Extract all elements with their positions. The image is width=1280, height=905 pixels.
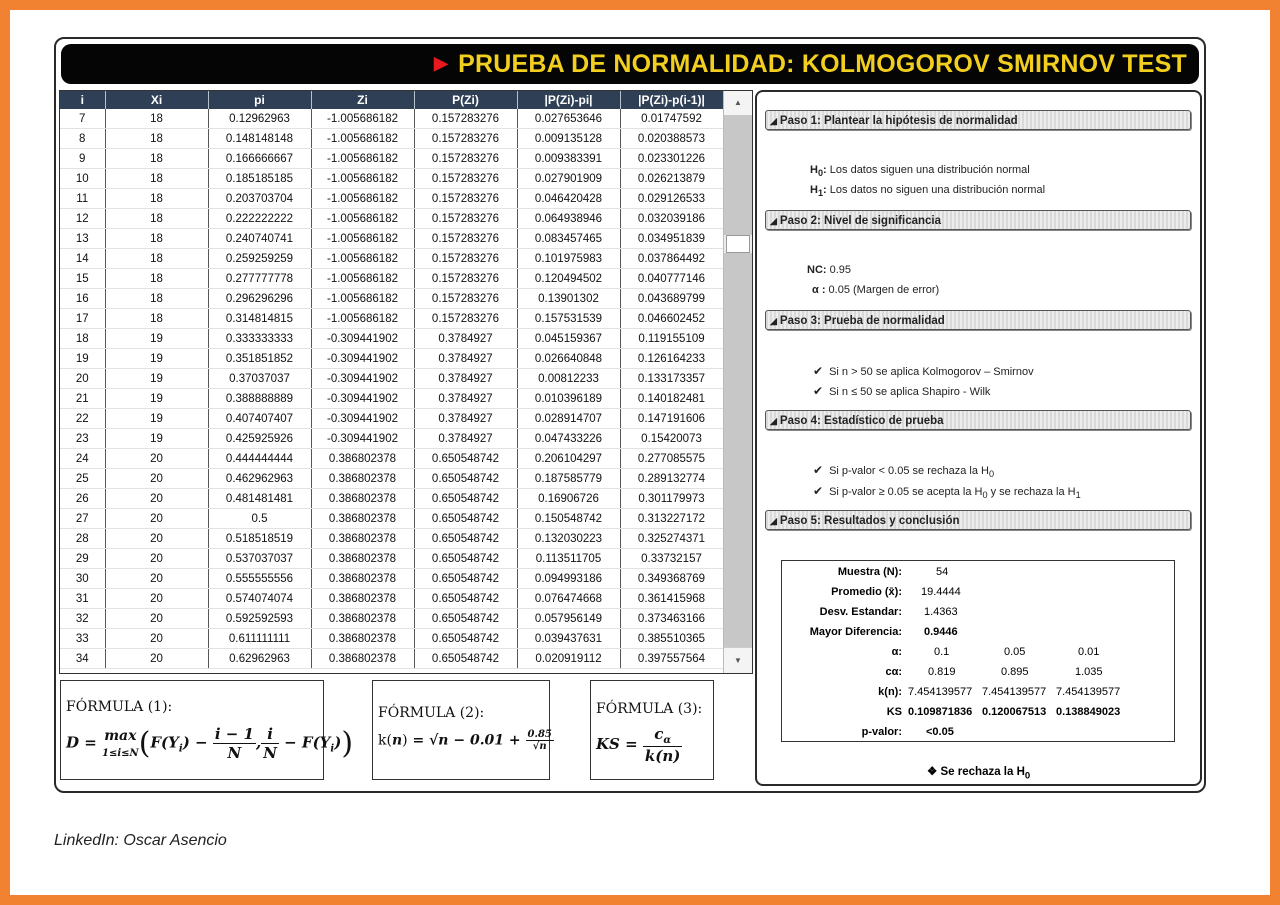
table-cell: 18 bbox=[105, 229, 208, 249]
table-cell: 0.020919112 bbox=[517, 649, 620, 669]
table-cell: 0.032039186 bbox=[620, 209, 723, 229]
table-row bbox=[60, 549, 723, 569]
table-cell: 20 bbox=[105, 449, 208, 469]
table-row bbox=[60, 389, 723, 409]
table-cell: 32 bbox=[60, 609, 105, 629]
table-cell: 0.034951839 bbox=[620, 229, 723, 249]
table-cell: 0.043689799 bbox=[620, 289, 723, 309]
page-title bbox=[434, 50, 1187, 79]
table-cell: 0.5 bbox=[208, 509, 311, 529]
table-cell: 0.650548742 bbox=[414, 549, 517, 569]
rule-ks: ✔ Si n > 50 se aplica Kolmogorov – Smirnov bbox=[813, 364, 1034, 378]
table-row bbox=[60, 329, 723, 349]
formula-2-box bbox=[372, 680, 550, 780]
column-header: pi bbox=[208, 91, 311, 109]
table-cell: -1.005686182 bbox=[311, 229, 414, 249]
table-cell: 0.157283276 bbox=[414, 109, 517, 129]
table-cell: 31 bbox=[60, 589, 105, 609]
table-cell: 16 bbox=[60, 289, 105, 309]
table-row bbox=[60, 349, 723, 369]
table-cell: 0.166666667 bbox=[208, 149, 311, 169]
table-cell: 0.574074074 bbox=[208, 589, 311, 609]
table-cell: 0.037864492 bbox=[620, 249, 723, 269]
table-cell: 0.277777778 bbox=[208, 269, 311, 289]
formula-3-expression: KS = $\frac{c_\alpha}{k(n)}$ bbox=[596, 725, 681, 765]
table-cell: 0.157531539 bbox=[517, 309, 620, 329]
formula-3-box bbox=[590, 680, 714, 780]
table-cell: 0.046602452 bbox=[620, 309, 723, 329]
table-cell: 18 bbox=[105, 149, 208, 169]
result-kn: k(n): 7.454139577 7.454139577 7.454139577 bbox=[878, 686, 1121, 698]
table-cell: 20 bbox=[105, 529, 208, 549]
table-row bbox=[60, 469, 723, 489]
table-cell: 34 bbox=[60, 649, 105, 669]
table-cell: 0.157283276 bbox=[414, 289, 517, 309]
table-cell: 20 bbox=[105, 489, 208, 509]
hypothesis-h0: $H_0$: Los datos siguen una distribución normal bbox=[810, 164, 1030, 179]
checkmark-icon: ✔ bbox=[813, 463, 824, 477]
table-cell: 21 bbox=[60, 389, 105, 409]
table-cell: 0.187585779 bbox=[517, 469, 620, 489]
table-cell: 0.388888889 bbox=[208, 389, 311, 409]
result-alpha: α: 0.1 0.05 0.01 bbox=[891, 646, 1100, 658]
table-cell: 0.650548742 bbox=[414, 509, 517, 529]
table-cell: 0.222222222 bbox=[208, 209, 311, 229]
decision-accept: ✔ Si p-valor ≥ 0.05 se acepta la $H_0$ y se rechaza la $H_1$ bbox=[813, 484, 1081, 501]
column-header: Xi bbox=[105, 91, 208, 109]
checkmark-icon: ✔ bbox=[813, 484, 824, 498]
formula-1-box bbox=[60, 680, 354, 780]
table-cell: 20 bbox=[105, 649, 208, 669]
table-cell: 19 bbox=[60, 349, 105, 369]
table-cell: 0.039437631 bbox=[517, 629, 620, 649]
table-cell: 0.185185185 bbox=[208, 169, 311, 189]
table-cell: 0.076474668 bbox=[517, 589, 620, 609]
hypothesis-h1: $H_1$: Los datos no siguen una distribución normal bbox=[810, 184, 1046, 199]
table-cell: 30 bbox=[60, 569, 105, 589]
table-cell: 0.157283276 bbox=[414, 129, 517, 149]
table-cell: 0.386802378 bbox=[311, 569, 414, 589]
table-cell: 0.289132774 bbox=[620, 469, 723, 489]
column-header: |P(Zi)-pi| bbox=[517, 91, 620, 109]
table-cell: 0.203703704 bbox=[208, 189, 311, 209]
step-1-header[interactable]: ◢ Paso 1: Plantear la hipótesis de normalidad bbox=[765, 110, 1191, 130]
table-cell: 0.157283276 bbox=[414, 149, 517, 169]
table-cell: 0.386802378 bbox=[311, 469, 414, 489]
table-cell: 18 bbox=[105, 249, 208, 269]
table-cell: 0.650548742 bbox=[414, 649, 517, 669]
table-cell: 0.040777146 bbox=[620, 269, 723, 289]
table-cell: 0.373463166 bbox=[620, 609, 723, 629]
table-row bbox=[60, 149, 723, 169]
table-cell: 0.62962963 bbox=[208, 649, 311, 669]
table-cell: 0.026213879 bbox=[620, 169, 723, 189]
table-cell: 0.349368769 bbox=[620, 569, 723, 589]
data-table-panel bbox=[59, 90, 753, 674]
table-cell: 24 bbox=[60, 449, 105, 469]
table-cell: 0.132030223 bbox=[517, 529, 620, 549]
table-cell: 0.386802378 bbox=[311, 649, 414, 669]
table-cell: 19 bbox=[105, 369, 208, 389]
checkmark-icon: ✔ bbox=[813, 384, 824, 398]
table-cell: 0.325274371 bbox=[620, 529, 723, 549]
table-row bbox=[60, 129, 723, 149]
table-cell: 13 bbox=[60, 229, 105, 249]
table-cell: 0.3784927 bbox=[414, 349, 517, 369]
table-cell: 28 bbox=[60, 529, 105, 549]
table-cell: 0.15420073 bbox=[620, 429, 723, 449]
table-cell: 0.650548742 bbox=[414, 489, 517, 509]
table-cell: 0.157283276 bbox=[414, 189, 517, 209]
table-cell: 0.12962963 bbox=[208, 109, 311, 129]
table-cell: 19 bbox=[105, 409, 208, 429]
table-cell: -1.005686182 bbox=[311, 289, 414, 309]
step-5-header[interactable]: ◢ Paso 5: Resultados y conclusión bbox=[765, 510, 1191, 530]
table-cell: -1.005686182 bbox=[311, 249, 414, 269]
column-header: |P(Zi)-p(i-1)| bbox=[620, 91, 723, 109]
table-cell: 0.029126533 bbox=[620, 189, 723, 209]
table-cell: 18 bbox=[60, 329, 105, 349]
formula-1-expression: D = max $1\le i\le N(F(Y_i)$ − $\frac{i - 1}{N}$ , $\frac{i}{N}$ − $F(Y_i)$) bbox=[66, 725, 354, 762]
table-cell: 27 bbox=[60, 509, 105, 529]
table-row bbox=[60, 169, 723, 189]
table-cell: 0.027653646 bbox=[517, 109, 620, 129]
table-cell: 0.650548742 bbox=[414, 569, 517, 589]
table-cell: -1.005686182 bbox=[311, 269, 414, 289]
table-cell: 18 bbox=[105, 109, 208, 129]
table-cell: -0.309441902 bbox=[311, 329, 414, 349]
table-cell: 0.157283276 bbox=[414, 209, 517, 229]
table-cell: 18 bbox=[105, 129, 208, 149]
table-cell: 0.148148148 bbox=[208, 129, 311, 149]
table-cell: 14 bbox=[60, 249, 105, 269]
table-cell: 0.140182481 bbox=[620, 389, 723, 409]
table-cell: 0.057956149 bbox=[517, 609, 620, 629]
table-cell: 0.650548742 bbox=[414, 469, 517, 489]
title-text: PRUEBA DE NORMALIDAD: KOLMOGOROV SMIRNOV TEST bbox=[458, 50, 1187, 78]
formula-2-label: FÓRMULA (2): bbox=[378, 705, 485, 721]
table-cell: 0.147191606 bbox=[620, 409, 723, 429]
table-cell: 0.611111111 bbox=[208, 629, 311, 649]
table-cell: 0.386802378 bbox=[311, 509, 414, 529]
alpha-level: α : 0.05 (Margen de error) bbox=[812, 284, 940, 296]
table-cell: 18 bbox=[105, 309, 208, 329]
table-cell: 20 bbox=[105, 629, 208, 649]
table-cell: -1.005686182 bbox=[311, 169, 414, 189]
formula-2-expression: k(n) = √n − 0.01 + $\frac{0.85}{√n}$ bbox=[378, 729, 552, 752]
table-cell: 0.537037037 bbox=[208, 549, 311, 569]
table-row bbox=[60, 609, 723, 629]
result-maxdiff: Mayor Diferencia: 0.9446 bbox=[809, 626, 958, 638]
table-cell: 0.009383391 bbox=[517, 149, 620, 169]
table-cell: 0.650548742 bbox=[414, 609, 517, 629]
table-cell: 0.386802378 bbox=[311, 589, 414, 609]
table-cell: 0.026640848 bbox=[517, 349, 620, 369]
table-row bbox=[60, 209, 723, 229]
table-cell: 0.094993186 bbox=[517, 569, 620, 589]
table-cell: 33 bbox=[60, 629, 105, 649]
table-row bbox=[60, 649, 723, 669]
table-cell: -1.005686182 bbox=[311, 149, 414, 169]
table-cell: 0.386802378 bbox=[311, 489, 414, 509]
table-cell: 18 bbox=[105, 209, 208, 229]
table-row bbox=[60, 189, 723, 209]
triangle-icon: ◢ bbox=[770, 216, 777, 226]
table-row bbox=[60, 589, 723, 609]
step-4-header[interactable]: ◢ Paso 4: Estadístico de prueba bbox=[765, 410, 1191, 430]
table-cell: 25 bbox=[60, 469, 105, 489]
table-cell: 19 bbox=[105, 329, 208, 349]
result-sd: Desv. Estandar: 1.4363 bbox=[819, 606, 958, 618]
table-cell: 0.047433226 bbox=[517, 429, 620, 449]
table-cell: 0.3784927 bbox=[414, 429, 517, 449]
table-cell: 0.083457465 bbox=[517, 229, 620, 249]
table-cell: 0.045159367 bbox=[517, 329, 620, 349]
column-header: Zi bbox=[311, 91, 414, 109]
table-cell: -1.005686182 bbox=[311, 309, 414, 329]
table-cell: -0.309441902 bbox=[311, 409, 414, 429]
table-cell: 0.157283276 bbox=[414, 249, 517, 269]
table-cell: 26 bbox=[60, 489, 105, 509]
result-ks: KS 0.109871836 0.120067513 0.138849023 bbox=[886, 706, 1121, 718]
scroll-up-arrow-icon[interactable]: ▲ bbox=[724, 91, 752, 116]
step-2-header[interactable]: ◢ Paso 2: Nivel de significancia bbox=[765, 210, 1191, 230]
table-cell: 20 bbox=[105, 569, 208, 589]
table-cell: 0.296296296 bbox=[208, 289, 311, 309]
title-bar bbox=[61, 44, 1199, 84]
table-cell: 0.481481481 bbox=[208, 489, 311, 509]
steps-panel bbox=[755, 90, 1202, 786]
formula-3-label: FÓRMULA (3): bbox=[596, 701, 703, 717]
table-cell: 0.333333333 bbox=[208, 329, 311, 349]
table-cell: -0.309441902 bbox=[311, 389, 414, 409]
result-mean: Promedio (x̄): 19.4444 bbox=[831, 586, 961, 598]
triangle-icon: ◢ bbox=[770, 416, 777, 426]
result-ca: cα: 0.819 0.895 1.035 bbox=[885, 666, 1103, 678]
table-row bbox=[60, 429, 723, 449]
table-cell: 0.01747592 bbox=[620, 109, 723, 129]
table-row bbox=[60, 249, 723, 269]
table-cell: 18 bbox=[105, 269, 208, 289]
table-cell: 15 bbox=[60, 269, 105, 289]
table-cell: 0.150548742 bbox=[517, 509, 620, 529]
results-box bbox=[781, 560, 1175, 742]
table-cell: 0.33732157 bbox=[620, 549, 723, 569]
checkmark-icon: ✔ bbox=[813, 364, 824, 378]
table-row bbox=[60, 569, 723, 589]
table-cell: 0.113511705 bbox=[517, 549, 620, 569]
table-cell: -1.005686182 bbox=[311, 129, 414, 149]
table-cell: 19 bbox=[105, 429, 208, 449]
table-cell: 0.314814815 bbox=[208, 309, 311, 329]
table-cell: 0.3784927 bbox=[414, 389, 517, 409]
table-cell: 0.386802378 bbox=[311, 609, 414, 629]
table-cell: 18 bbox=[105, 169, 208, 189]
table-row bbox=[60, 489, 723, 509]
table-cell: 8 bbox=[60, 129, 105, 149]
table-row bbox=[60, 509, 723, 529]
vertical-scrollbar[interactable] bbox=[723, 91, 752, 673]
table-row bbox=[60, 309, 723, 329]
table-cell: 0.157283276 bbox=[414, 269, 517, 289]
table-cell: 0.444444444 bbox=[208, 449, 311, 469]
table-cell: 0.462962963 bbox=[208, 469, 311, 489]
table-cell: 0.650548742 bbox=[414, 449, 517, 469]
step-3-header[interactable]: ◢ Paso 3: Prueba de normalidad bbox=[765, 310, 1191, 330]
table-cell: 0.009135128 bbox=[517, 129, 620, 149]
table-cell: 20 bbox=[105, 469, 208, 489]
table-cell: 12 bbox=[60, 209, 105, 229]
table-cell: 20 bbox=[105, 609, 208, 629]
data-table bbox=[60, 91, 724, 669]
table-cell: 0.046420428 bbox=[517, 189, 620, 209]
result-pvalue: p-valor: <0.05 bbox=[861, 726, 954, 738]
table-cell: 0.386802378 bbox=[311, 629, 414, 649]
table-row bbox=[60, 449, 723, 469]
scroll-track[interactable] bbox=[724, 253, 752, 647]
table-cell: 0.020388573 bbox=[620, 129, 723, 149]
table-cell: 19 bbox=[105, 389, 208, 409]
table-cell: 0.650548742 bbox=[414, 589, 517, 609]
table-cell: -0.309441902 bbox=[311, 429, 414, 449]
table-row bbox=[60, 229, 723, 249]
table-cell: 19 bbox=[105, 349, 208, 369]
table-cell: 18 bbox=[105, 189, 208, 209]
conclusion: ❖ Se rechaza la $H_0$ bbox=[927, 766, 1031, 782]
table-cell: 0.386802378 bbox=[311, 529, 414, 549]
formula-1-label: FÓRMULA (1): bbox=[66, 699, 173, 715]
table-cell: 0.386802378 bbox=[311, 549, 414, 569]
table-row bbox=[60, 289, 723, 309]
table-cell: 0.064938946 bbox=[517, 209, 620, 229]
table-row bbox=[60, 269, 723, 289]
table-cell: 0.351851852 bbox=[208, 349, 311, 369]
table-cell: 0.385510365 bbox=[620, 629, 723, 649]
table-row bbox=[60, 409, 723, 429]
table-cell: 0.3784927 bbox=[414, 409, 517, 429]
table-cell: 0.386802378 bbox=[311, 449, 414, 469]
table-cell: 29 bbox=[60, 549, 105, 569]
triangle-icon: ◢ bbox=[770, 516, 777, 526]
table-cell: 0.16906726 bbox=[517, 489, 620, 509]
result-n: Muestra (N): 54 bbox=[837, 566, 949, 578]
table-cell: 0.555555556 bbox=[208, 569, 311, 589]
table-cell: 11 bbox=[60, 189, 105, 209]
triangle-icon: ◢ bbox=[770, 116, 777, 126]
scroll-down-arrow-icon[interactable]: ▼ bbox=[724, 647, 752, 674]
table-cell: 0.37037037 bbox=[208, 369, 311, 389]
table-cell: 0.119155109 bbox=[620, 329, 723, 349]
table-cell: 0.120494502 bbox=[517, 269, 620, 289]
table-cell: 0.157283276 bbox=[414, 229, 517, 249]
table-cell: 0.361415968 bbox=[620, 589, 723, 609]
table-body bbox=[60, 109, 723, 669]
table-cell: 22 bbox=[60, 409, 105, 429]
scroll-thumb[interactable] bbox=[726, 235, 750, 253]
table-cell: 9 bbox=[60, 149, 105, 169]
table-cell: -0.309441902 bbox=[311, 349, 414, 369]
table-row bbox=[60, 369, 723, 389]
table-cell: 20 bbox=[105, 549, 208, 569]
table-cell: -1.005686182 bbox=[311, 209, 414, 229]
table-cell: 0.133173357 bbox=[620, 369, 723, 389]
table-cell: 10 bbox=[60, 169, 105, 189]
table-cell: 0.259259259 bbox=[208, 249, 311, 269]
table-row bbox=[60, 529, 723, 549]
diamond-icon: ❖ bbox=[927, 766, 938, 778]
table-cell: 0.157283276 bbox=[414, 309, 517, 329]
table-cell: 0.277085575 bbox=[620, 449, 723, 469]
table-cell: 0.313227172 bbox=[620, 509, 723, 529]
table-cell: 0.3784927 bbox=[414, 329, 517, 349]
footer-credit: LinkedIn: Oscar Asencio bbox=[54, 832, 227, 849]
table-cell: 0.206104297 bbox=[517, 449, 620, 469]
table-cell: 0.027901909 bbox=[517, 169, 620, 189]
table-cell: 0.157283276 bbox=[414, 169, 517, 189]
table-cell: 23 bbox=[60, 429, 105, 449]
rule-sw: ✔ Si n ≤ 50 se aplica Shapiro - Wilk bbox=[813, 384, 991, 398]
table-cell: 0.650548742 bbox=[414, 629, 517, 649]
table-cell: 0.126164233 bbox=[620, 349, 723, 369]
table-header-row bbox=[60, 91, 723, 109]
table-cell: 0.00812233 bbox=[517, 369, 620, 389]
table-cell: 20 bbox=[60, 369, 105, 389]
table-cell: 20 bbox=[105, 509, 208, 529]
table-cell: 0.101975983 bbox=[517, 249, 620, 269]
table-cell: 0.13901302 bbox=[517, 289, 620, 309]
table-cell: 0.240740741 bbox=[208, 229, 311, 249]
table-cell: 0.592592593 bbox=[208, 609, 311, 629]
scroll-track[interactable] bbox=[724, 115, 752, 235]
table-cell: 0.028914707 bbox=[517, 409, 620, 429]
table-cell: 0.650548742 bbox=[414, 529, 517, 549]
table-cell: 0.397557564 bbox=[620, 649, 723, 669]
table-cell: 0.023301226 bbox=[620, 149, 723, 169]
table-row bbox=[60, 109, 723, 129]
table-cell: 17 bbox=[60, 309, 105, 329]
table-cell: 0.518518519 bbox=[208, 529, 311, 549]
triangle-icon: ◢ bbox=[770, 316, 777, 326]
table-cell: -1.005686182 bbox=[311, 189, 414, 209]
table-cell: 18 bbox=[105, 289, 208, 309]
column-header: i bbox=[60, 91, 105, 109]
table-cell: 0.407407407 bbox=[208, 409, 311, 429]
column-header: P(Zi) bbox=[414, 91, 517, 109]
table-cell: 0.010396189 bbox=[517, 389, 620, 409]
table-cell: 7 bbox=[60, 109, 105, 129]
table-cell: 0.3784927 bbox=[414, 369, 517, 389]
confidence-level: NC: 0.95 bbox=[807, 264, 852, 276]
table-cell: -0.309441902 bbox=[311, 369, 414, 389]
table-cell: -1.005686182 bbox=[311, 109, 414, 129]
table-row bbox=[60, 629, 723, 649]
table-cell: 20 bbox=[105, 589, 208, 609]
table-cell: 0.425925926 bbox=[208, 429, 311, 449]
play-arrow-icon: ▶ bbox=[434, 53, 449, 73]
decision-reject: ✔ Si p-valor < 0.05 se rechaza la $H_0$ bbox=[813, 463, 995, 480]
table-cell: 0.301179973 bbox=[620, 489, 723, 509]
